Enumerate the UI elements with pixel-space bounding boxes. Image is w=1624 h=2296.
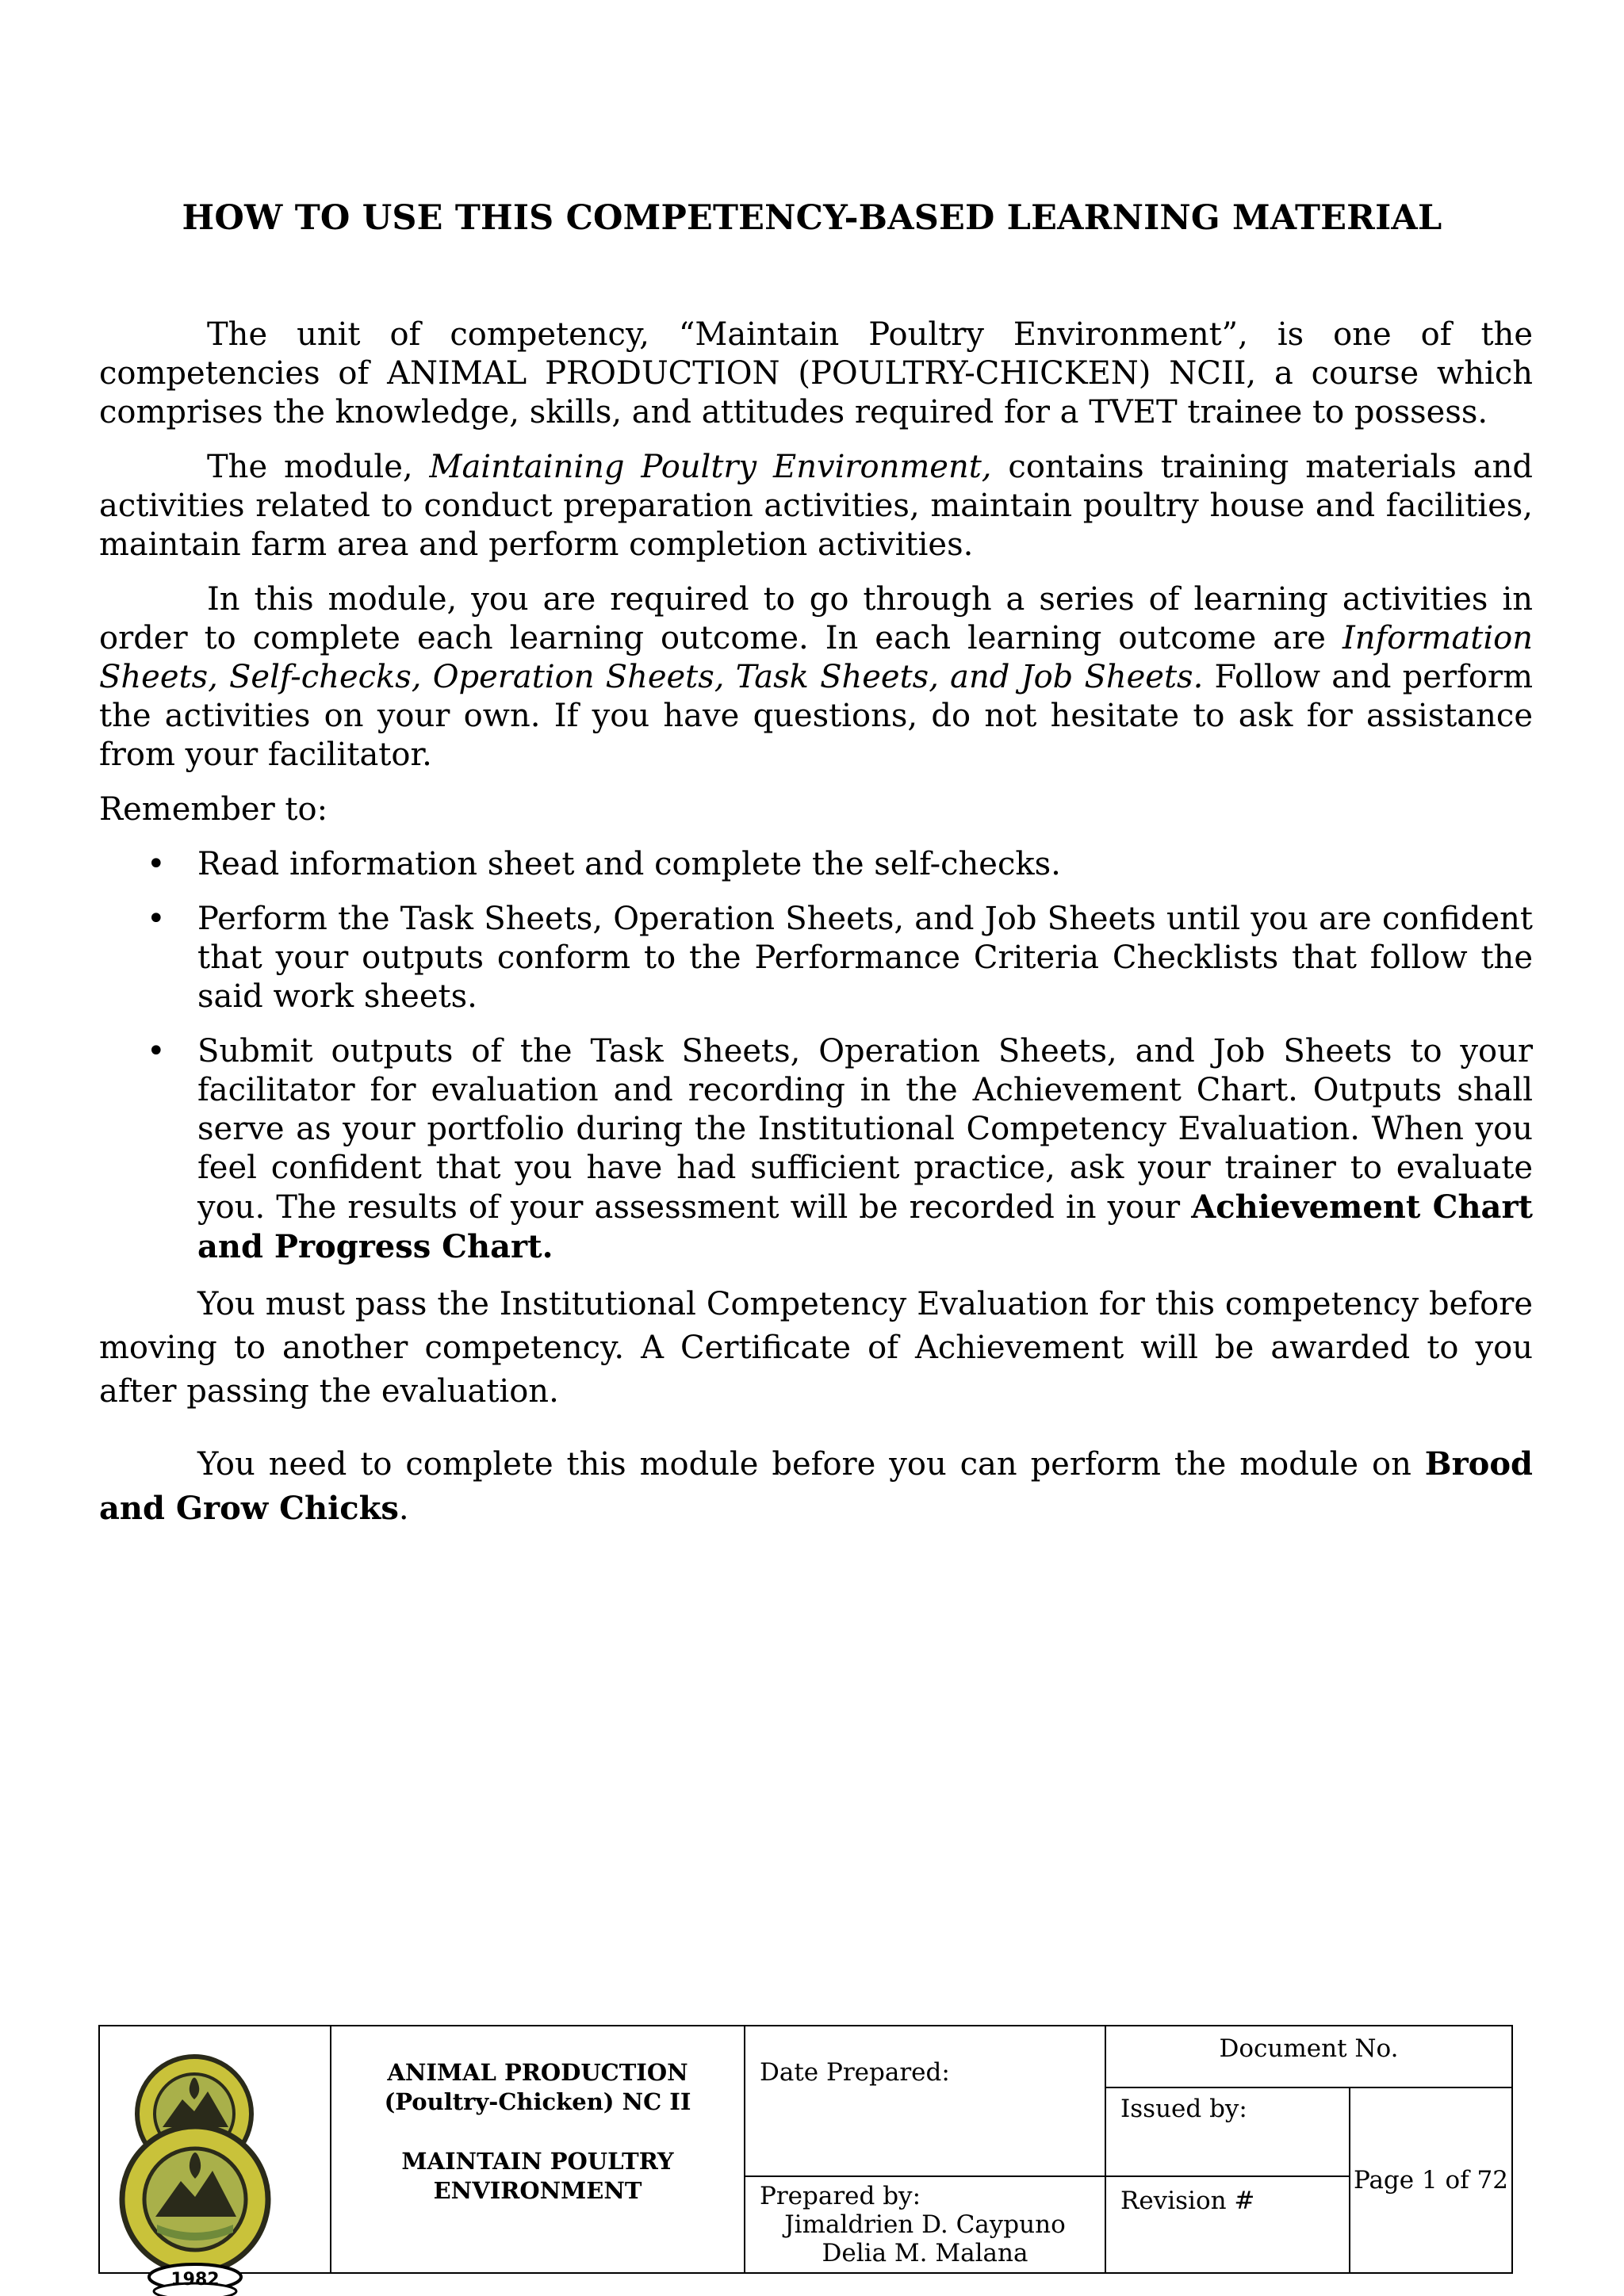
issued-by-cell [1105, 2087, 1350, 2176]
achievement-chart-bold: Achievement Chart and Progress Chart. [197, 1188, 1533, 1265]
paragraph-5-text-a: You need to complete this module before you can perform the module on [197, 1446, 1425, 1483]
remember-label: Remember to: [99, 791, 328, 828]
course-title-cell [331, 2026, 745, 2273]
list-item-text: Read information sheet and complete the self-checks. [197, 846, 1061, 882]
paragraph-5 [99, 1442, 1533, 1531]
bullet-icon: • [147, 846, 166, 882]
list-item [99, 900, 1533, 1016]
course-name: ANIMAL PRODUCTION (Poultry-Chicken) NC II [384, 2059, 691, 2115]
list-item [99, 845, 1533, 884]
reminder-list [99, 845, 1533, 1267]
paragraph-3-text-b: Follow and perform the activities on your own. If you have questions, do not hesitate to ask for assistance from your facilitator. [99, 659, 1533, 773]
date-prepared-cell [745, 2026, 1105, 2176]
sheet-types-italic: Information Sheets, Self-checks, Operation Sheets, Task Sheets, and Job Sheets. [99, 620, 1533, 695]
bullet-icon: • [147, 1033, 166, 1070]
document-footer-table [98, 2025, 1513, 2274]
module-name: MAINTAIN POULTRY ENVIRONMENT [401, 2148, 674, 2204]
paragraph-2 [99, 448, 1533, 564]
paragraph-2-text-b: contains training materials and activities related to conduct preparation activities, maintain poultry house and facilities, maintain farm area and perform completion activities. [99, 449, 1533, 563]
document-body [99, 316, 1533, 1547]
paragraph-3-text-a: In this module, you are required to go through a series of learning activities in order to complete each learning outcome. In each learning outcome are [99, 581, 1533, 656]
paragraph-5-text-b: . [398, 1490, 409, 1527]
document-no-label: Document No. [1219, 2034, 1399, 2063]
seal-year: 1982 [170, 2270, 220, 2290]
paragraph-1: The unit of competency, “Maintain Poultry Environment”, is one of the competencies of ANIMAL PRODUCTION (POULTRY-CHICKEN) NCII, a course which comprises the knowledge, skills, and attitudes required for a TVET trainee to possess. [99, 316, 1533, 430]
preparer-name: Delia M. Malana [822, 2239, 1028, 2267]
issued-by-label: Issued by: [1120, 2095, 1247, 2123]
paragraph-4: You must pass the Institutional Competency Evaluation for this competency before moving to another competency. A Certificate of Achievement will be awarded to you after passing the evaluation. [99, 1286, 1533, 1410]
next-module-bold: Brood and Grow Chicks [99, 1445, 1533, 1527]
school-seal-bottom-icon [117, 2122, 273, 2296]
page-number: Page 1 of 72 [1353, 2166, 1508, 2195]
page-number-cell [1350, 2087, 1512, 2273]
list-item-text: Perform the Task Sheets, Operation Sheets, and Job Sheets until you are confident that your outputs conform to the Performance Criteria Checklists that follow the said work sheets. [197, 901, 1533, 1015]
revision-label: Revision # [1120, 2187, 1255, 2215]
document-no-cell [1105, 2026, 1512, 2087]
prepared-by-label: Prepared by: [760, 2182, 921, 2210]
preparer-name: Jimaldrien D. Caypuno [784, 2210, 1066, 2239]
list-item-text: Submit outputs of the Task Sheets, Operation Sheets, and Job Sheets to your facilitator for evaluation and recording in the Achievement Chart. Outputs shall serve as your portfolio during the Institutional Competency Evaluation. When you feel confident that you have had sufficient practice, ask your trainer to evaluate you. The results of your assessment will be recorded in your [197, 1033, 1533, 1226]
paragraph-3 [99, 580, 1533, 775]
list-item [99, 1032, 1533, 1267]
paragraph-2-text-a: The module, [207, 449, 430, 485]
page-title: HOW TO USE THIS COMPETENCY-BASED LEARNING MATERIAL [182, 198, 1442, 238]
bullet-icon: • [147, 901, 166, 937]
revision-cell [1105, 2176, 1350, 2273]
module-name-italic: Maintaining Poultry Environment, [429, 449, 992, 485]
prepared-by-cell [745, 2176, 1105, 2273]
date-prepared-label: Date Prepared: [760, 2058, 950, 2087]
